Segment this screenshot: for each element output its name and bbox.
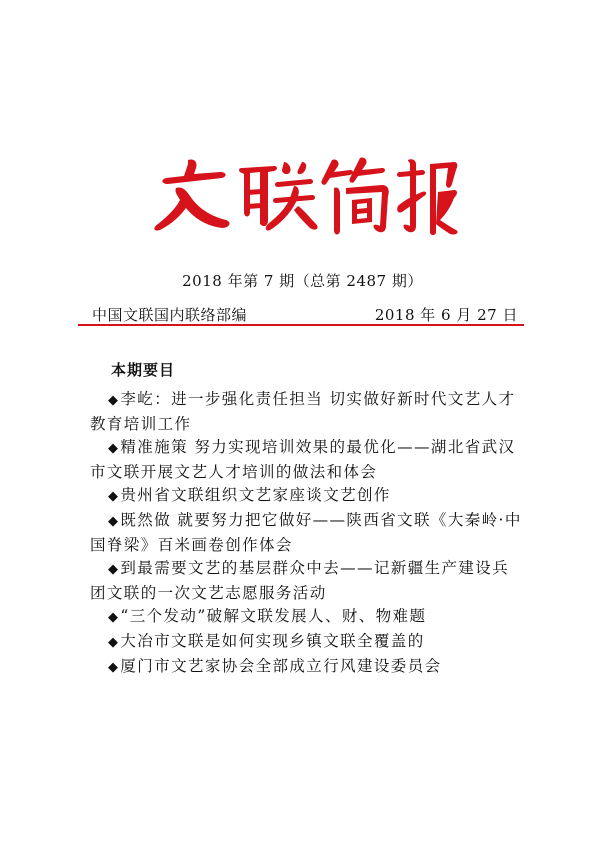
editor-organization: 中国文联国内联络部编	[92, 306, 248, 324]
diamond-bullet-icon: ◆	[108, 489, 120, 505]
contents-item-text: “三个发动”破解文联发展人、财、物难题	[120, 607, 427, 626]
contents-item	[90, 436, 522, 484]
diamond-bullet-icon: ◆	[108, 610, 120, 626]
contents-item	[90, 655, 522, 680]
contents-item-text: 厦门市文艺家协会全部成立行风建设委员会	[120, 656, 442, 675]
contents-item-text: 精准施策 努力实现培训效果的最优化——湖北省武汉市文联开展文艺人才培训的做法和体会	[90, 438, 516, 481]
contents-item-text: 既然做 就要努力把它做好——陕西省文联《大秦岭·中国脊梁》百米画卷创作体会	[90, 510, 522, 554]
contents-list	[90, 388, 522, 679]
contents-item-text: 到最需要文艺的基层群众中去——记新疆生产建设兵团文联的一次文艺志愿服务活动	[90, 559, 510, 602]
diamond-bullet-icon: ◆	[108, 659, 120, 675]
diamond-bullet-icon: ◆	[108, 393, 120, 408]
diamond-bullet-icon: ◆	[108, 513, 120, 529]
contents-item	[90, 557, 522, 605]
issue-number-text: 2018 年第 7 期（总第 2487 期）	[182, 272, 423, 290]
contents-item	[90, 630, 522, 655]
header-divider	[78, 324, 524, 326]
diamond-bullet-icon: ◆	[108, 634, 120, 650]
contents-item	[90, 605, 522, 630]
issue-number	[0, 270, 605, 291]
masthead-calligraphy	[150, 150, 460, 240]
contents-item-text: 李屹：进一步强化责任担当 切实做好新时代文艺人才教育培训工作	[90, 390, 516, 433]
publication-date: 2018 年 6 月 27 日	[374, 306, 518, 324]
masthead-logo	[150, 150, 460, 240]
contents-item	[90, 388, 522, 436]
contents-item-text: 贵州省文联组织文艺家座谈文艺创作	[120, 486, 391, 505]
contents-heading: 本期要目	[111, 361, 176, 379]
contents-item	[90, 509, 522, 557]
contents-item	[90, 484, 522, 509]
diamond-bullet-icon: ◆	[108, 562, 120, 578]
diamond-bullet-icon: ◆	[108, 441, 120, 457]
contents-item-text: 大冶市文联是如何实现乡镇文联全覆盖的	[120, 631, 425, 650]
